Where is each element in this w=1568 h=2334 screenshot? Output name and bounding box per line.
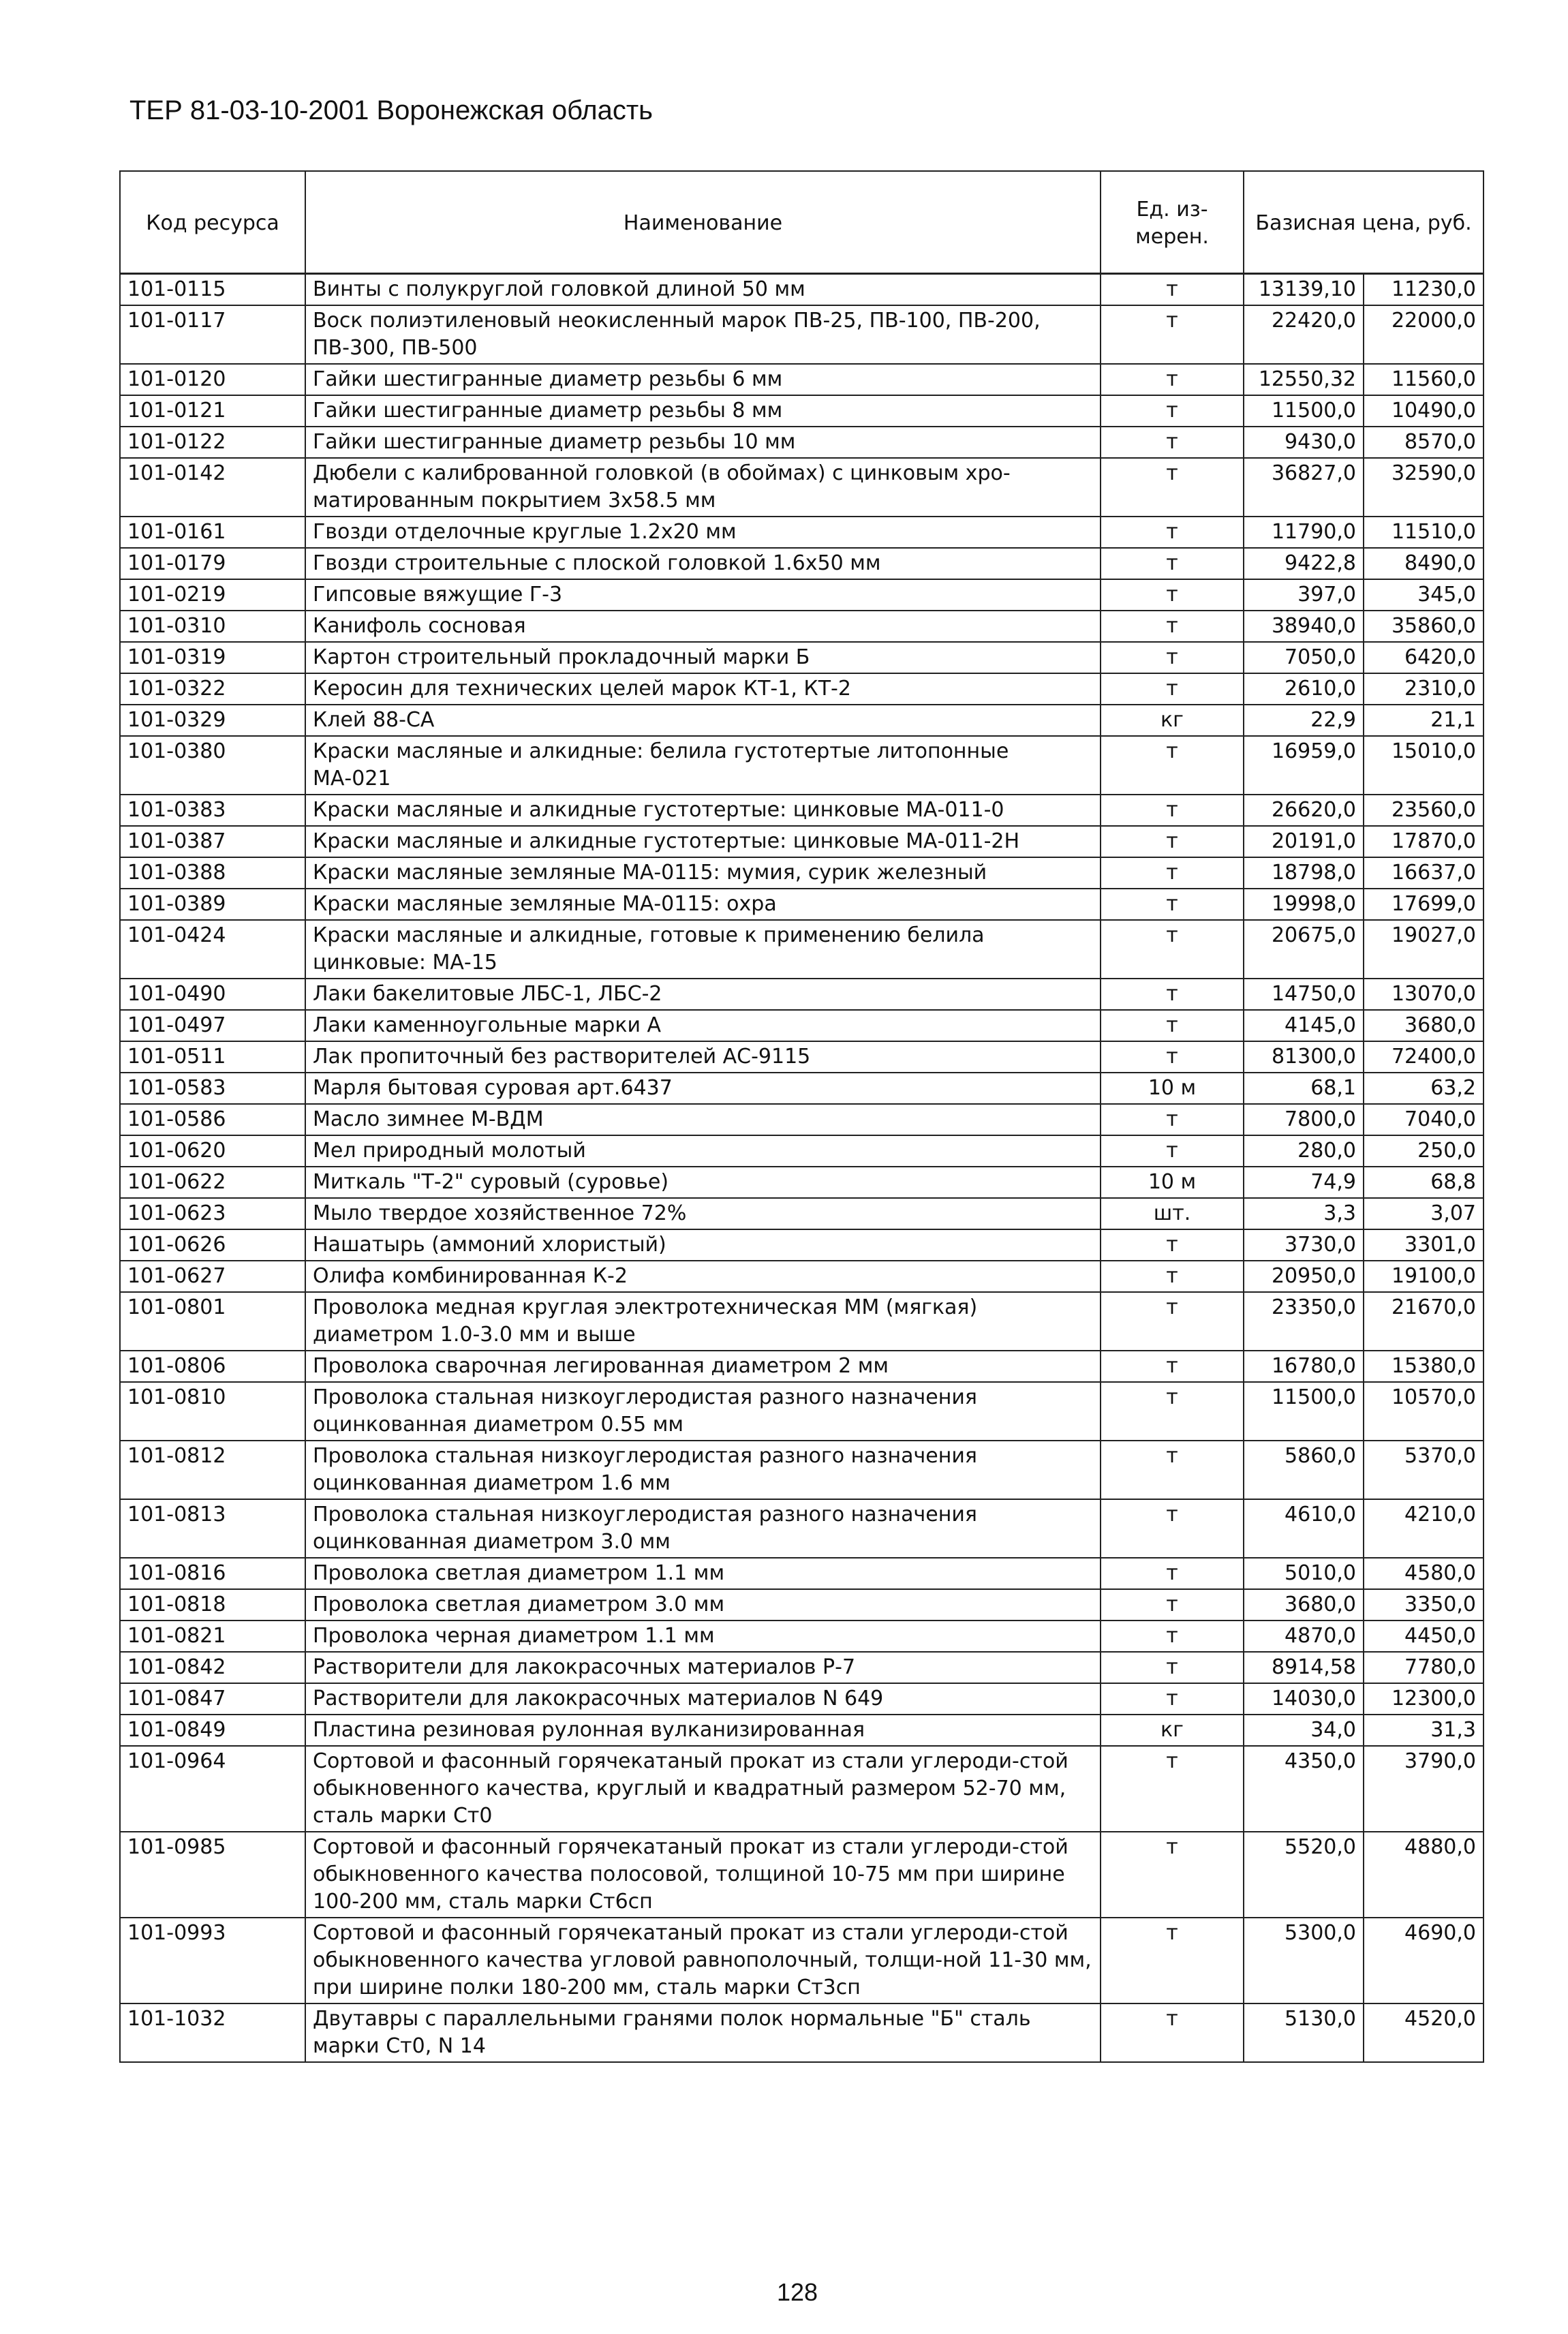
cell-name: Гайки шестигранные диаметр резьбы 6 мм [305,364,1101,395]
cell-unit: т [1101,364,1244,395]
table-row [120,1292,1484,1351]
cell-current-price: 19100,0 [1364,1261,1484,1292]
cell-code: 101-0322 [120,673,305,705]
table-row [120,736,1484,795]
cell-code: 101-0388 [120,857,305,889]
column-header-name: Наименование [305,171,1101,274]
cell-unit: т [1101,1104,1244,1135]
cell-unit: т [1101,889,1244,920]
cell-current-price: 21670,0 [1364,1292,1484,1351]
cell-current-price: 12300,0 [1364,1683,1484,1715]
cell-name: Воск полиэтиленовый неокисленный марок ПВ-25, ПВ-100, ПВ-200, ПВ-300, ПВ-500 [305,305,1101,364]
cell-name: Проволока стальная низкоуглеродистая разного назначения оцинкованная диаметром 3.0 мм [305,1499,1101,1558]
table-row [120,1104,1484,1135]
cell-current-price: 6420,0 [1364,642,1484,673]
cell-current-price: 17699,0 [1364,889,1484,920]
cell-code: 101-0117 [120,305,305,364]
cell-name: Масло зимнее М-ВДМ [305,1104,1101,1135]
cell-unit: т [1101,1261,1244,1292]
cell-code: 101-0179 [120,548,305,579]
cell-code: 101-0626 [120,1229,305,1261]
cell-code: 101-0842 [120,1652,305,1683]
cell-code: 101-0816 [120,1558,305,1589]
cell-unit: т [1101,1229,1244,1261]
cell-unit: 10 м [1101,1167,1244,1198]
cell-code: 101-0985 [120,1832,305,1918]
cell-base-price: 26620,0 [1244,795,1364,826]
cell-current-price: 72400,0 [1364,1041,1484,1073]
cell-current-price: 250,0 [1364,1135,1484,1167]
resource-price-table [119,170,1484,2063]
cell-name: Растворители для лакокрасочных материалов N 649 [305,1683,1101,1715]
cell-name: Гвозди отделочные круглые 1.2х20 мм [305,517,1101,548]
column-header-unit: Ед. из- мерен. [1101,171,1244,274]
cell-unit: т [1101,427,1244,458]
cell-code: 101-0120 [120,364,305,395]
cell-base-price: 5860,0 [1244,1441,1364,1499]
cell-current-price: 4520,0 [1364,2003,1484,2062]
table-row [120,1589,1484,1621]
table-row [120,364,1484,395]
cell-base-price: 4870,0 [1244,1621,1364,1652]
table-row [120,579,1484,611]
cell-base-price: 16959,0 [1244,736,1364,795]
table-row [120,1715,1484,1746]
cell-base-price: 4610,0 [1244,1499,1364,1558]
cell-unit: т [1101,920,1244,979]
cell-code: 101-0806 [120,1351,305,1382]
table-row [120,1261,1484,1292]
table-row [120,1167,1484,1198]
cell-unit: т [1101,517,1244,548]
document-title: ТЕР 81-03-10-2001 Воронежская область [129,95,654,125]
table-body [120,274,1484,2063]
cell-unit: т [1101,795,1244,826]
cell-name: Гвозди строительные с плоской головкой 1.6х50 мм [305,548,1101,579]
cell-code: 101-0389 [120,889,305,920]
cell-unit: т [1101,1441,1244,1499]
cell-name: Пластина резиновая рулонная вулканизированная [305,1715,1101,1746]
table-row [120,705,1484,736]
cell-name: Проволока стальная низкоуглеродистая разного назначения оцинкованная диаметром 1.6 мм [305,1441,1101,1499]
cell-current-price: 3350,0 [1364,1589,1484,1621]
table-row [120,1198,1484,1229]
cell-unit: т [1101,1292,1244,1351]
cell-name: Растворители для лакокрасочных материалов Р-7 [305,1652,1101,1683]
cell-code: 101-0964 [120,1746,305,1832]
cell-unit: т [1101,1746,1244,1832]
cell-current-price: 7780,0 [1364,1652,1484,1683]
cell-unit: т [1101,2003,1244,2062]
cell-name: Лак пропиточный без растворителей АС-9115 [305,1041,1101,1073]
cell-code: 101-0490 [120,979,305,1010]
cell-code: 101-0121 [120,395,305,427]
cell-name: Канифоль сосновая [305,611,1101,642]
cell-unit: т [1101,395,1244,427]
table-row [120,826,1484,857]
cell-name: Гайки шестигранные диаметр резьбы 8 мм [305,395,1101,427]
table-row [120,458,1484,517]
table-row [120,1135,1484,1167]
cell-base-price: 397,0 [1244,579,1364,611]
cell-current-price: 2310,0 [1364,673,1484,705]
table-row [120,1918,1484,2003]
cell-base-price: 4145,0 [1244,1010,1364,1041]
cell-base-price: 19998,0 [1244,889,1364,920]
cell-base-price: 14030,0 [1244,1683,1364,1715]
table-row [120,889,1484,920]
cell-unit: т [1101,1351,1244,1382]
table-row [120,857,1484,889]
table-row [120,642,1484,673]
cell-base-price: 74,9 [1244,1167,1364,1198]
cell-unit: т [1101,857,1244,889]
cell-base-price: 8914,58 [1244,1652,1364,1683]
cell-current-price: 8490,0 [1364,548,1484,579]
cell-name: Проволока черная диаметром 1.1 мм [305,1621,1101,1652]
cell-unit: т [1101,274,1244,306]
cell-name: Лаки каменноугольные марки А [305,1010,1101,1041]
cell-name: Дюбели с калиброванной головкой (в обоймах) с цинковым хро-матированным покрытием 3х58.5 мм [305,458,1101,517]
table-row [120,1073,1484,1104]
cell-code: 101-0511 [120,1041,305,1073]
cell-code: 101-0847 [120,1683,305,1715]
cell-code: 101-0583 [120,1073,305,1104]
cell-name: Мыло твердое хозяйственное 72% [305,1198,1101,1229]
cell-unit: т [1101,1652,1244,1683]
cell-base-price: 2610,0 [1244,673,1364,705]
cell-current-price: 5370,0 [1364,1441,1484,1499]
cell-code: 101-0219 [120,579,305,611]
cell-base-price: 18798,0 [1244,857,1364,889]
cell-code: 101-0142 [120,458,305,517]
cell-base-price: 68,1 [1244,1073,1364,1104]
cell-current-price: 4580,0 [1364,1558,1484,1589]
cell-current-price: 15380,0 [1364,1351,1484,1382]
cell-unit: т [1101,673,1244,705]
cell-current-price: 68,8 [1364,1167,1484,1198]
cell-current-price: 35860,0 [1364,611,1484,642]
cell-current-price: 4210,0 [1364,1499,1484,1558]
cell-current-price: 16637,0 [1364,857,1484,889]
cell-base-price: 16780,0 [1244,1351,1364,1382]
cell-current-price: 31,3 [1364,1715,1484,1746]
cell-current-price: 13070,0 [1364,979,1484,1010]
cell-unit: т [1101,458,1244,517]
cell-base-price: 7800,0 [1244,1104,1364,1135]
cell-name: Проволока светлая диаметром 1.1 мм [305,1558,1101,1589]
table-row [120,1041,1484,1073]
cell-base-price: 34,0 [1244,1715,1364,1746]
cell-current-price: 7040,0 [1364,1104,1484,1135]
cell-name: Проволока сварочная легированная диаметром 2 мм [305,1351,1101,1382]
cell-code: 101-0812 [120,1441,305,1499]
cell-unit: т [1101,1010,1244,1041]
cell-base-price: 38940,0 [1244,611,1364,642]
cell-name: Гайки шестигранные диаметр резьбы 10 мм [305,427,1101,458]
cell-current-price: 3680,0 [1364,1010,1484,1041]
table-row [120,1832,1484,1918]
page-number: 128 [776,2278,818,2306]
cell-base-price: 5300,0 [1244,1918,1364,2003]
cell-current-price: 11560,0 [1364,364,1484,395]
cell-unit: т [1101,1589,1244,1621]
cell-base-price: 280,0 [1244,1135,1364,1167]
cell-base-price: 22420,0 [1244,305,1364,364]
table-row [120,427,1484,458]
cell-base-price: 5010,0 [1244,1558,1364,1589]
cell-code: 101-0818 [120,1589,305,1621]
table-header-row [120,171,1484,274]
cell-name: Сортовой и фасонный горячекатаный прокат из стали углероди-стой обыкновенного качества, круглый и квадратный размером 52-70 мм, сталь марки Ст0 [305,1746,1101,1832]
cell-base-price: 20191,0 [1244,826,1364,857]
table-row [120,1558,1484,1589]
table-row [120,673,1484,705]
cell-name: Лаки бакелитовые ЛБС-1, ЛБС-2 [305,979,1101,1010]
cell-name: Краски масляные и алкидные густотертые: цинковые МА-011-0 [305,795,1101,826]
cell-name: Сортовой и фасонный горячекатаный прокат из стали углероди-стой обыкновенного качества угловой равнополочный, толщи-ной 11-30 мм, при ширине полки 180-200 мм, сталь марки Ст3сп [305,1918,1101,2003]
table-row [120,2003,1484,2062]
table-row [120,1683,1484,1715]
table-row [120,795,1484,826]
cell-current-price: 3,07 [1364,1198,1484,1229]
cell-code: 101-0161 [120,517,305,548]
cell-code: 101-0115 [120,274,305,306]
cell-current-price: 21,1 [1364,705,1484,736]
table-row [120,611,1484,642]
table-row [120,274,1484,306]
cell-name: Краски масляные и алкидные, готовые к применению белила цинковые: МА-15 [305,920,1101,979]
cell-name: Краски масляные земляные МА-0115: мумия, сурик железный [305,857,1101,889]
cell-unit: т [1101,1832,1244,1918]
cell-unit: т [1101,1558,1244,1589]
cell-unit: т [1101,642,1244,673]
cell-base-price: 22,9 [1244,705,1364,736]
table-row [120,1441,1484,1499]
cell-name: Мел природный молотый [305,1135,1101,1167]
table-row [120,1499,1484,1558]
cell-unit: т [1101,579,1244,611]
table-row [120,305,1484,364]
cell-base-price: 3730,0 [1244,1229,1364,1261]
cell-base-price: 5130,0 [1244,2003,1364,2062]
cell-name: Клей 88-СА [305,705,1101,736]
cell-unit: т [1101,826,1244,857]
cell-code: 101-0319 [120,642,305,673]
table-row [120,1351,1484,1382]
cell-unit: т [1101,736,1244,795]
cell-code: 101-0813 [120,1499,305,1558]
cell-base-price: 20950,0 [1244,1261,1364,1292]
cell-base-price: 9422,8 [1244,548,1364,579]
cell-code: 101-0424 [120,920,305,979]
cell-name: Винты с полукруглой головкой длиной 50 мм [305,274,1101,306]
cell-code: 101-0801 [120,1292,305,1351]
cell-unit: т [1101,1041,1244,1073]
cell-code: 101-0627 [120,1261,305,1292]
cell-base-price: 11500,0 [1244,395,1364,427]
cell-unit: шт. [1101,1198,1244,1229]
cell-unit: кг [1101,705,1244,736]
table-row [120,1382,1484,1441]
cell-current-price: 3790,0 [1364,1746,1484,1832]
cell-code: 101-0380 [120,736,305,795]
cell-unit: т [1101,305,1244,364]
cell-current-price: 3301,0 [1364,1229,1484,1261]
cell-current-price: 19027,0 [1364,920,1484,979]
cell-name: Краски масляные и алкидные: белила густотертые литопонные МА-021 [305,736,1101,795]
cell-name: Марля бытовая суровая арт.6437 [305,1073,1101,1104]
cell-name: Олифа комбинированная К-2 [305,1261,1101,1292]
cell-current-price: 10570,0 [1364,1382,1484,1441]
cell-code: 101-0329 [120,705,305,736]
cell-base-price: 23350,0 [1244,1292,1364,1351]
cell-code: 101-0993 [120,1918,305,2003]
cell-unit: т [1101,1135,1244,1167]
cell-base-price: 5520,0 [1244,1832,1364,1918]
cell-base-price: 7050,0 [1244,642,1364,673]
cell-current-price: 4690,0 [1364,1918,1484,2003]
cell-code: 101-0620 [120,1135,305,1167]
cell-code: 101-0622 [120,1167,305,1198]
cell-base-price: 13139,10 [1244,274,1364,306]
cell-current-price: 17870,0 [1364,826,1484,857]
cell-base-price: 11790,0 [1244,517,1364,548]
cell-current-price: 10490,0 [1364,395,1484,427]
cell-base-price: 36827,0 [1244,458,1364,517]
table-row [120,548,1484,579]
table-row [120,979,1484,1010]
cell-unit: т [1101,611,1244,642]
cell-unit: т [1101,1918,1244,2003]
cell-current-price: 11230,0 [1364,274,1484,306]
cell-base-price: 9430,0 [1244,427,1364,458]
cell-base-price: 20675,0 [1244,920,1364,979]
cell-code: 101-0849 [120,1715,305,1746]
table-row [120,1010,1484,1041]
table-row [120,517,1484,548]
cell-unit: т [1101,1683,1244,1715]
cell-name: Проволока стальная низкоуглеродистая разного назначения оцинкованная диаметром 0.55 мм [305,1382,1101,1441]
cell-base-price: 3680,0 [1244,1589,1364,1621]
cell-code: 101-0310 [120,611,305,642]
cell-current-price: 4450,0 [1364,1621,1484,1652]
cell-base-price: 12550,32 [1244,364,1364,395]
table-row [120,1746,1484,1832]
cell-current-price: 8570,0 [1364,427,1484,458]
cell-unit: т [1101,548,1244,579]
cell-code: 101-0810 [120,1382,305,1441]
cell-code: 101-1032 [120,2003,305,2062]
cell-base-price: 14750,0 [1244,979,1364,1010]
cell-unit: т [1101,1621,1244,1652]
cell-unit: т [1101,979,1244,1010]
cell-base-price: 4350,0 [1244,1746,1364,1832]
cell-code: 101-0623 [120,1198,305,1229]
cell-code: 101-0821 [120,1621,305,1652]
cell-current-price: 22000,0 [1364,305,1484,364]
cell-name: Краски масляные и алкидные густотертые: цинковые МА-011-2Н [305,826,1101,857]
table-row [120,1229,1484,1261]
cell-base-price: 11500,0 [1244,1382,1364,1441]
cell-current-price: 11510,0 [1364,517,1484,548]
cell-name: Проволока светлая диаметром 3.0 мм [305,1589,1101,1621]
cell-unit: т [1101,1499,1244,1558]
cell-unit: кг [1101,1715,1244,1746]
cell-name: Керосин для технических целей марок КТ-1, КТ-2 [305,673,1101,705]
cell-unit: т [1101,1382,1244,1441]
cell-name: Нашатырь (аммоний хлористый) [305,1229,1101,1261]
cell-current-price: 345,0 [1364,579,1484,611]
table-row [120,920,1484,979]
cell-base-price: 81300,0 [1244,1041,1364,1073]
cell-current-price: 63,2 [1364,1073,1484,1104]
cell-current-price: 15010,0 [1364,736,1484,795]
cell-name: Проволока медная круглая электротехническая ММ (мягкая) диаметром 1.0-3.0 мм и выше [305,1292,1101,1351]
cell-code: 101-0122 [120,427,305,458]
column-header-code: Код ресурса [120,171,305,274]
cell-name: Двутавры с параллельными гранями полок нормальные "Б" сталь марки Ст0, N 14 [305,2003,1101,2062]
table-row [120,1621,1484,1652]
cell-code: 101-0383 [120,795,305,826]
cell-code: 101-0586 [120,1104,305,1135]
cell-name: Сортовой и фасонный горячекатаный прокат из стали углероди-стой обыкновенного качества полосовой, толщиной 10-75 мм при ширине 100-200 мм, сталь марки Ст6сп [305,1832,1101,1918]
column-header-price: Базисная цена, руб. [1244,171,1484,274]
cell-unit: 10 м [1101,1073,1244,1104]
cell-base-price: 3,3 [1244,1198,1364,1229]
table-row [120,395,1484,427]
cell-current-price: 32590,0 [1364,458,1484,517]
cell-code: 101-0387 [120,826,305,857]
table-row [120,1652,1484,1683]
cell-current-price: 23560,0 [1364,795,1484,826]
cell-code: 101-0497 [120,1010,305,1041]
cell-name: Миткаль "Т-2" суровый (суровье) [305,1167,1101,1198]
cell-name: Картон строительный прокладочный марки Б [305,642,1101,673]
cell-current-price: 4880,0 [1364,1832,1484,1918]
cell-name: Краски масляные земляные МА-0115: охра [305,889,1101,920]
cell-name: Гипсовые вяжущие Г-3 [305,579,1101,611]
